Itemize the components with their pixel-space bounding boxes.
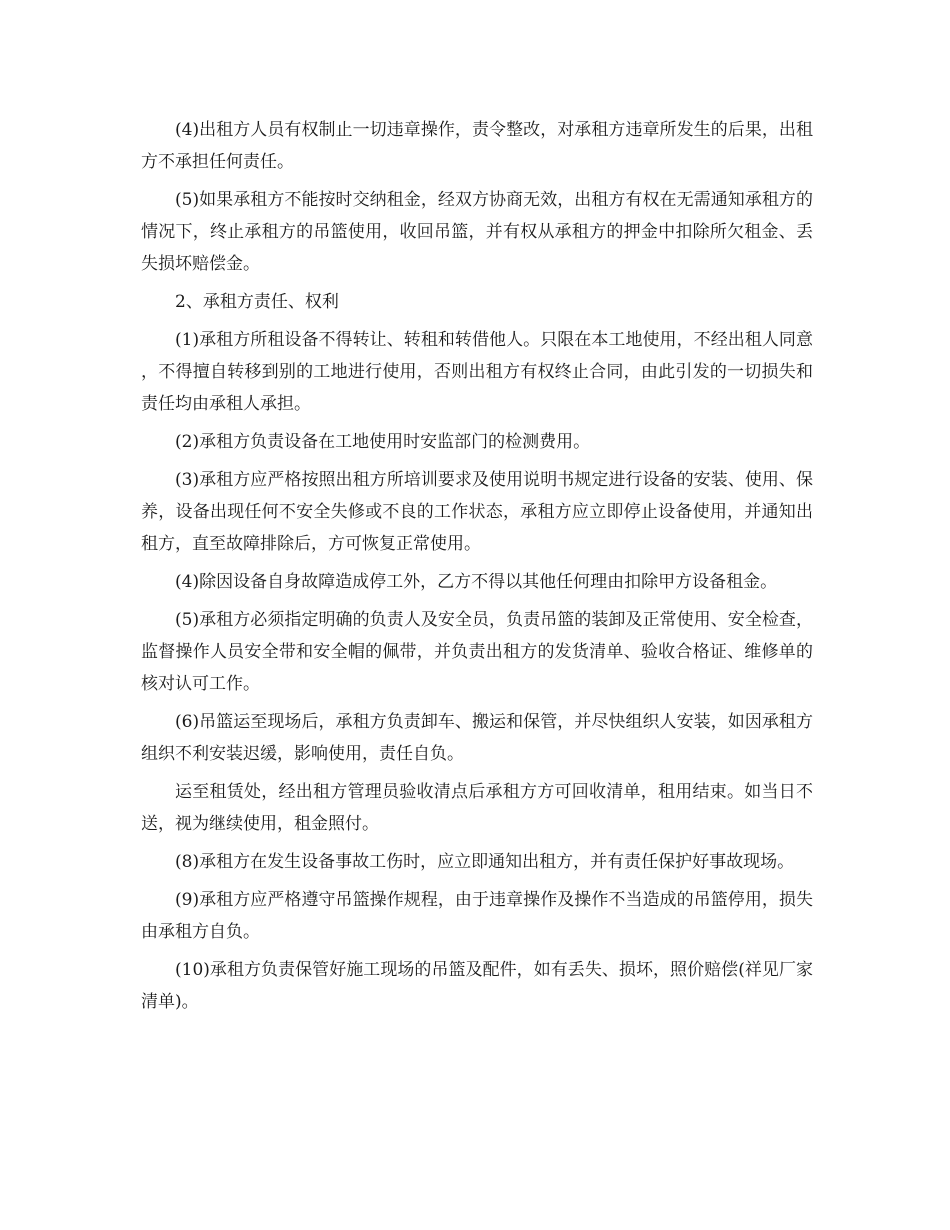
clause-paragraph: (9)承租方应严格遵守吊篮操作规程，由于违章操作及操作不当造成的吊篮停用，损失由承租方自负。 bbox=[141, 890, 813, 942]
clause-paragraph: 运至租赁处，经出租方管理员验收清点后承租方方可回收清单，租用结束。如当日不送，视为继续使用，租金照付。 bbox=[141, 782, 813, 834]
clause-paragraph: (4)出租方人员有权制止一切违章操作，责令整改，对承租方违章所发生的后果，出租方不承担任何责任。 bbox=[141, 120, 813, 172]
clause-paragraph: (5)承租方必须指定明确的负责人及安全员，负责吊篮的装卸及正常使用、安全检查，监督操作人员安全带和安全帽的佩带，并负责出租方的发货清单、验收合格证、维修单的核对认可工作。 bbox=[141, 610, 813, 694]
clause-paragraph: (5)如果承租方不能按时交纳租金，经双方协商无效，出租方有权在无需通知承租方的情况下，终止承租方的吊篮使用，收回吊篮，并有权从承租方的押金中扣除所欠租金、丢失损坏赔偿金。 bbox=[141, 190, 813, 274]
section-heading: 2、承租方责任、权利 bbox=[175, 292, 339, 312]
document-body bbox=[141, 114, 813, 1024]
clause-paragraph: (6)吊篮运至现场后，承租方负责卸车、搬运和保管，并尽快组织人安装，如因承租方组织不利安装迟缓，影响使用，责任自负。 bbox=[141, 712, 813, 764]
clause-paragraph: (4)除因设备自身故障造成停工外，乙方不得以其他任何理由扣除甲方设备租金。 bbox=[175, 572, 778, 592]
clause-paragraph: (1)承租方所租设备不得转让、转租和转借他人。只限在本工地使用，不经出租人同意，不得擅自转移到别的工地进行使用，否则出租方有权终止合同，由此引发的一切损失和责任均由承租人承担。 bbox=[141, 330, 813, 414]
clause-paragraph: (10)承租方负责保管好施工现场的吊篮及配件，如有丢失、损坏，照价赔偿(祥见厂家清单)。 bbox=[141, 960, 813, 1012]
clause-paragraph: (3)承租方应严格按照出租方所培训要求及使用说明书规定进行设备的安装、使用、保养，设备出现任何不安全失修或不良的工作状态，承租方应立即停止设备使用，并通知出租方，直至故障排除后，方可恢复正常使用。 bbox=[141, 470, 813, 554]
clause-paragraph: (8)承租方在发生设备事故工伤时，应立即通知出租方，并有责任保护好事故现场。 bbox=[175, 852, 795, 872]
clause-paragraph: (2)承租方负责设备在工地使用时安监部门的检测费用。 bbox=[175, 432, 591, 452]
